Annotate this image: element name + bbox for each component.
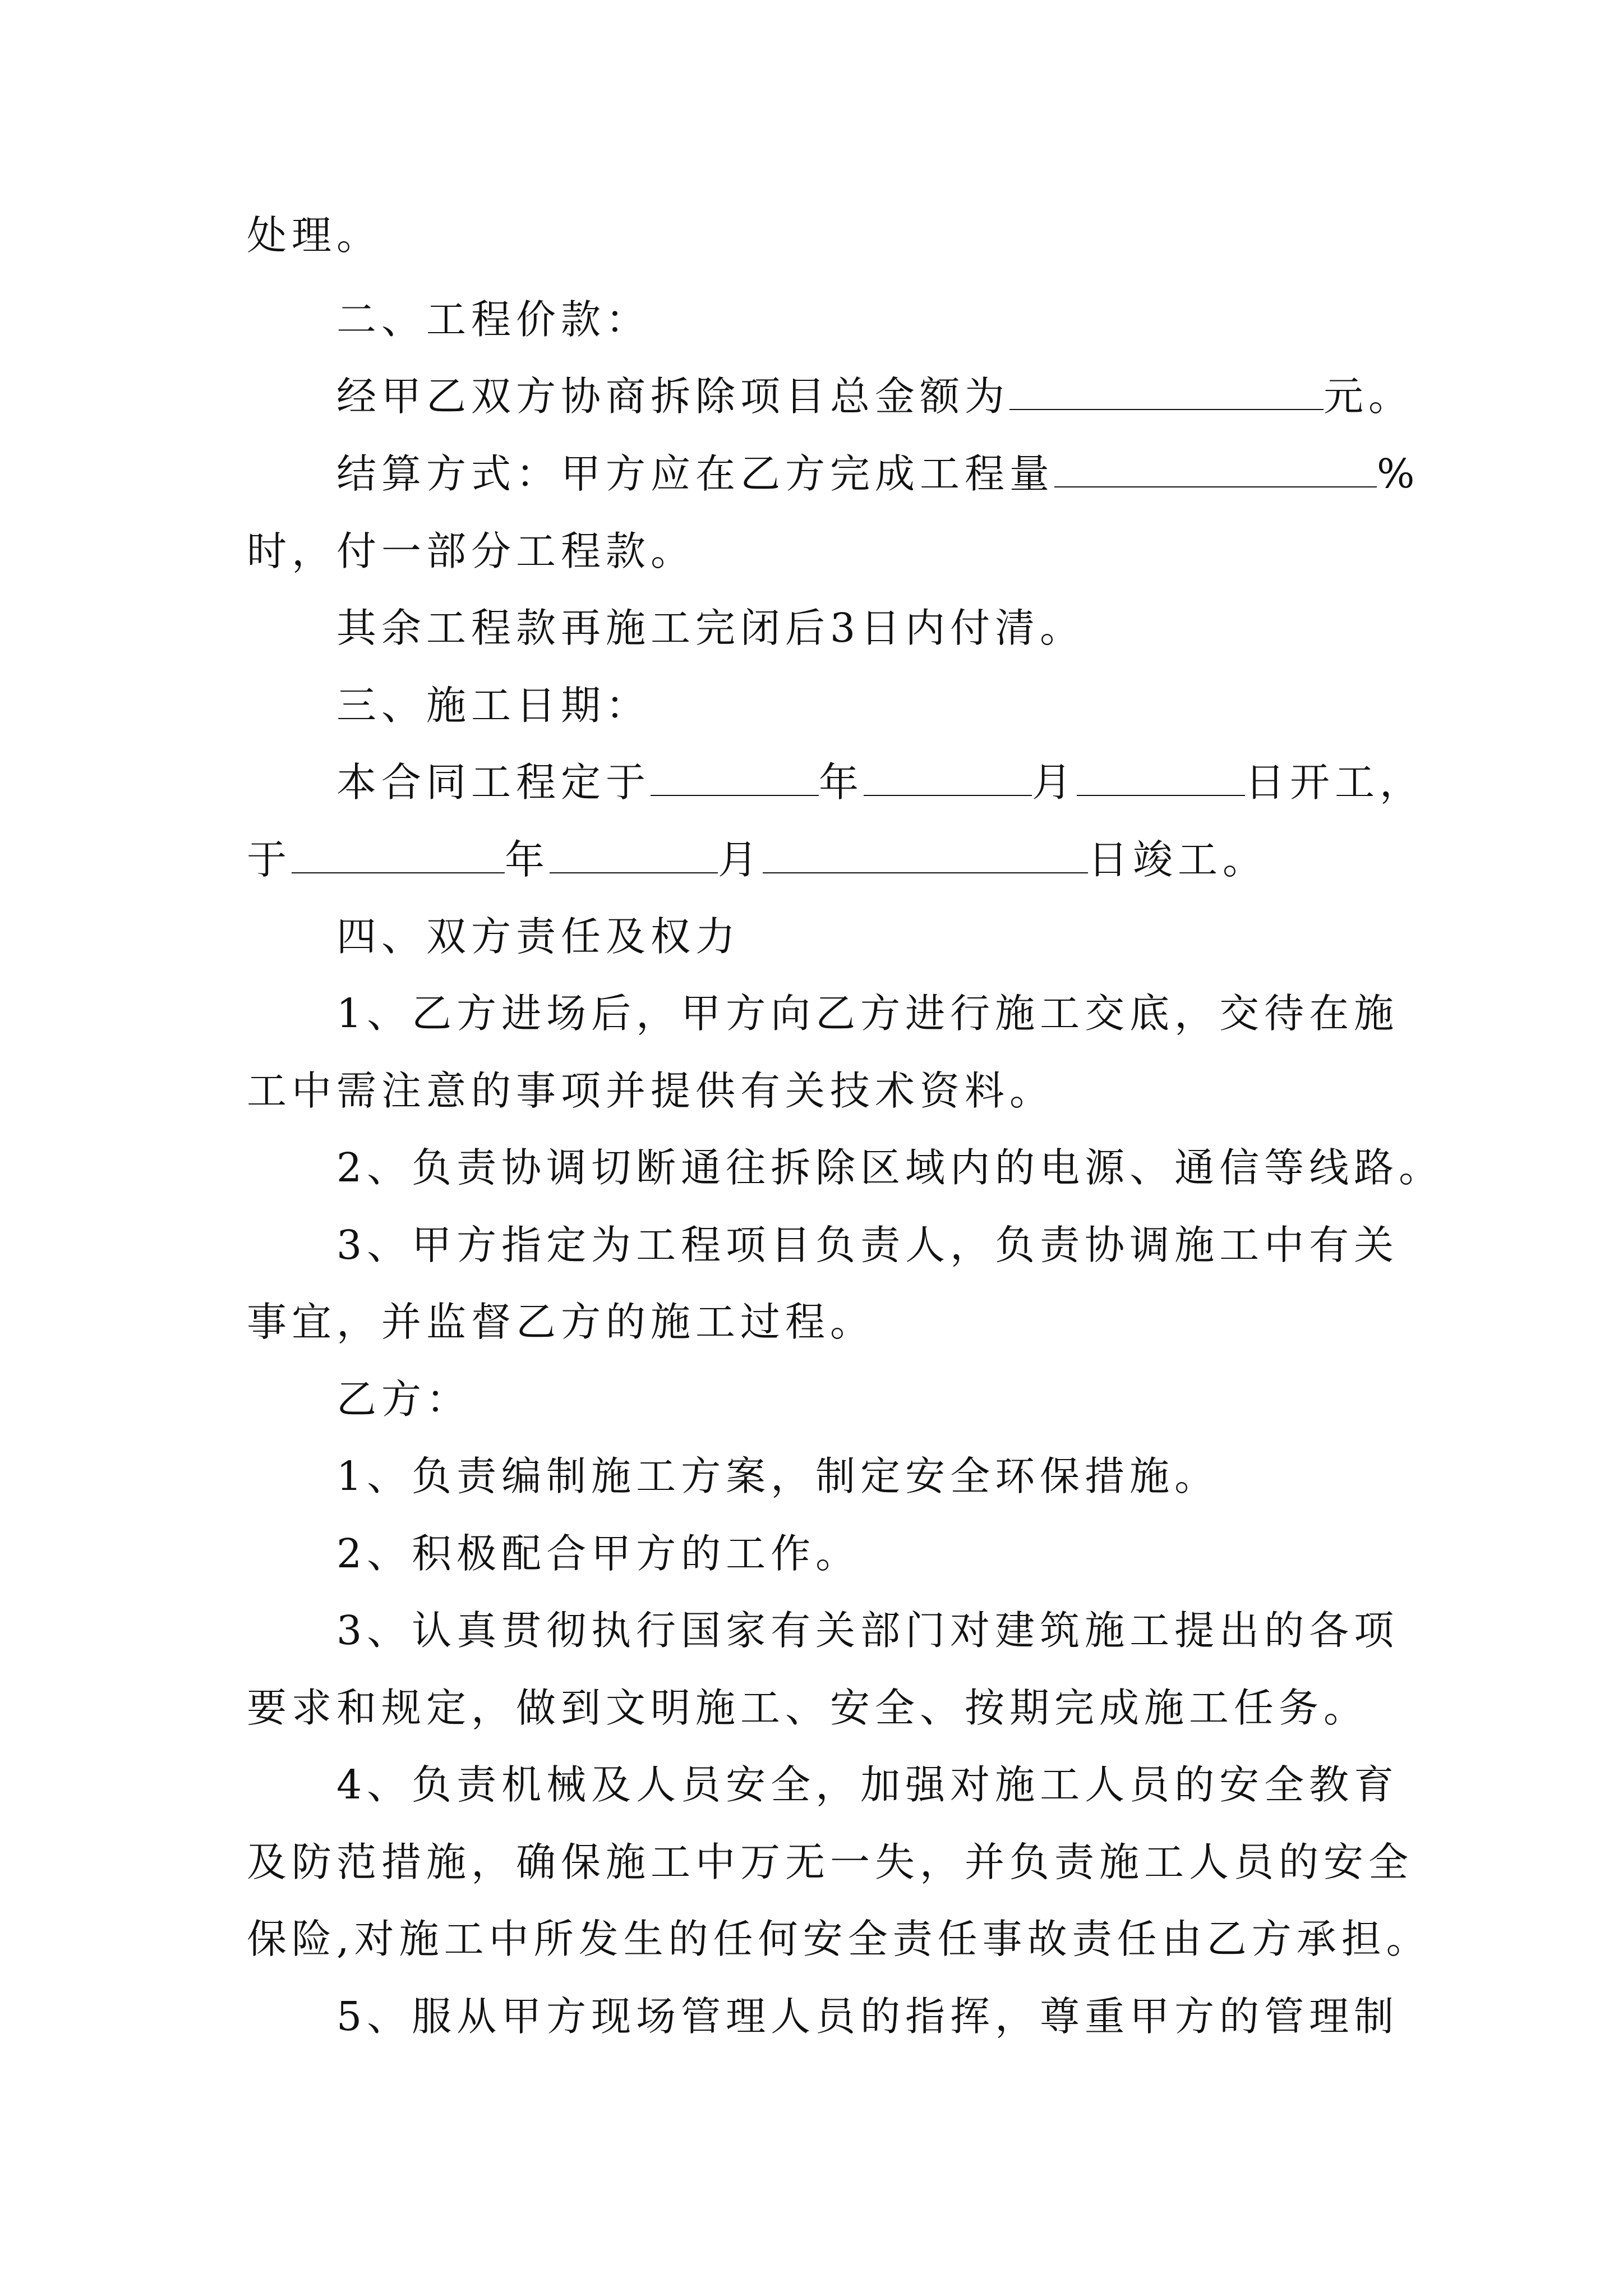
paragraph-line (336, 450, 1420, 497)
text-run: 月 (1032, 759, 1077, 806)
text-run: 于 (247, 836, 292, 883)
paragraph-line (336, 1222, 1399, 1268)
text-run: 年 (505, 836, 550, 883)
text-run: 日竣工。 (1088, 836, 1268, 883)
paragraph-line (336, 1761, 1399, 1808)
text-run: 四、双方责任及权力 (336, 913, 741, 960)
text-run: 乙方： (336, 1376, 472, 1423)
paragraph-line (336, 1144, 1444, 1191)
fill-in-blank (1009, 378, 1324, 410)
text-run: 5、服从甲方现场管理人员的指挥，尊重甲方的管理制 (336, 1993, 1399, 2040)
text-run: % (1377, 450, 1420, 497)
text-run: 日开工， (1245, 759, 1425, 806)
text-run: 月 (718, 836, 763, 883)
paragraph-line (336, 759, 1425, 806)
paragraph-line (247, 1685, 1369, 1731)
text-run: 要求和规定，做到文明施工、安全、按期完成施工任务。 (247, 1685, 1369, 1731)
section-heading-schedule (336, 682, 651, 729)
fill-in-blank (1077, 763, 1245, 796)
paragraph-line (247, 528, 696, 574)
text-run: 3、甲方指定为工程项目负责人，负责协调施工中有关 (336, 1222, 1399, 1268)
text-run: 经甲乙双方协商拆除项目总金额为 (336, 373, 1010, 420)
paragraph-line (247, 1299, 875, 1345)
text-run: 二、工程价款： (336, 296, 651, 343)
fill-in-blank (864, 763, 1032, 796)
section-heading-responsibilities (336, 913, 741, 960)
text-run: 1、乙方进场后，甲方向乙方进行施工交底，交待在施 (336, 990, 1399, 1037)
paragraph-line (336, 990, 1399, 1037)
fill-in-blank (651, 763, 819, 796)
fill-in-blank (763, 841, 1088, 873)
text-run: 保险,对施工中所发生的任何安全责任事故责任由乙方承担。 (247, 1916, 1431, 1962)
text-run: 其余工程款再施工完闭后3日内付清。 (336, 605, 1085, 651)
fill-in-blank (292, 841, 505, 873)
paragraph-line (247, 1068, 1055, 1114)
paragraph-line (336, 605, 1085, 651)
paragraph-line (247, 212, 382, 259)
text-run: 处理。 (247, 212, 382, 259)
paragraph-line (336, 1453, 1220, 1499)
text-run: 结算方式：甲方应在乙方完成工程量 (336, 450, 1055, 497)
text-run: 三、施工日期： (336, 682, 651, 729)
text-run: 2、负责协调切断通往拆除区域内的电源、通信等线路。 (336, 1144, 1444, 1191)
paragraph-line (336, 1993, 1399, 2040)
text-run: 及防范措施，确保施工中万无一失，并负责施工人员的安全 (247, 1839, 1414, 1885)
paragraph-line (247, 1839, 1414, 1885)
text-run: 时，付一部分工程款。 (247, 528, 696, 574)
paragraph-line (247, 836, 1268, 883)
paragraph-line (336, 1530, 861, 1577)
section-heading-party-b (336, 1376, 472, 1423)
text-run: 元。 (1324, 373, 1414, 420)
text-run: 本合同工程定于 (336, 759, 651, 806)
text-run: 事宜，并监督乙方的施工过程。 (247, 1299, 875, 1345)
paragraph-line (336, 1607, 1399, 1654)
text-run: 4、负责机械及人员安全，加强对施工人员的安全教育 (336, 1761, 1399, 1808)
fill-in-blank (1054, 455, 1377, 487)
text-run: 3、认真贯彻执行国家有关部门对建筑施工提出的各项 (336, 1607, 1399, 1654)
paragraph-line (247, 1916, 1431, 1962)
paragraph-line (336, 373, 1414, 420)
text-run: 1、负责编制施工方案，制定安全环保措施。 (336, 1453, 1220, 1499)
section-heading-price (336, 296, 651, 343)
text-run: 工中需注意的事项并提供有关技术资料。 (247, 1068, 1055, 1114)
text-run: 年 (819, 759, 864, 806)
text-run: 2、积极配合甲方的工作。 (336, 1530, 861, 1577)
fill-in-blank (550, 841, 718, 873)
